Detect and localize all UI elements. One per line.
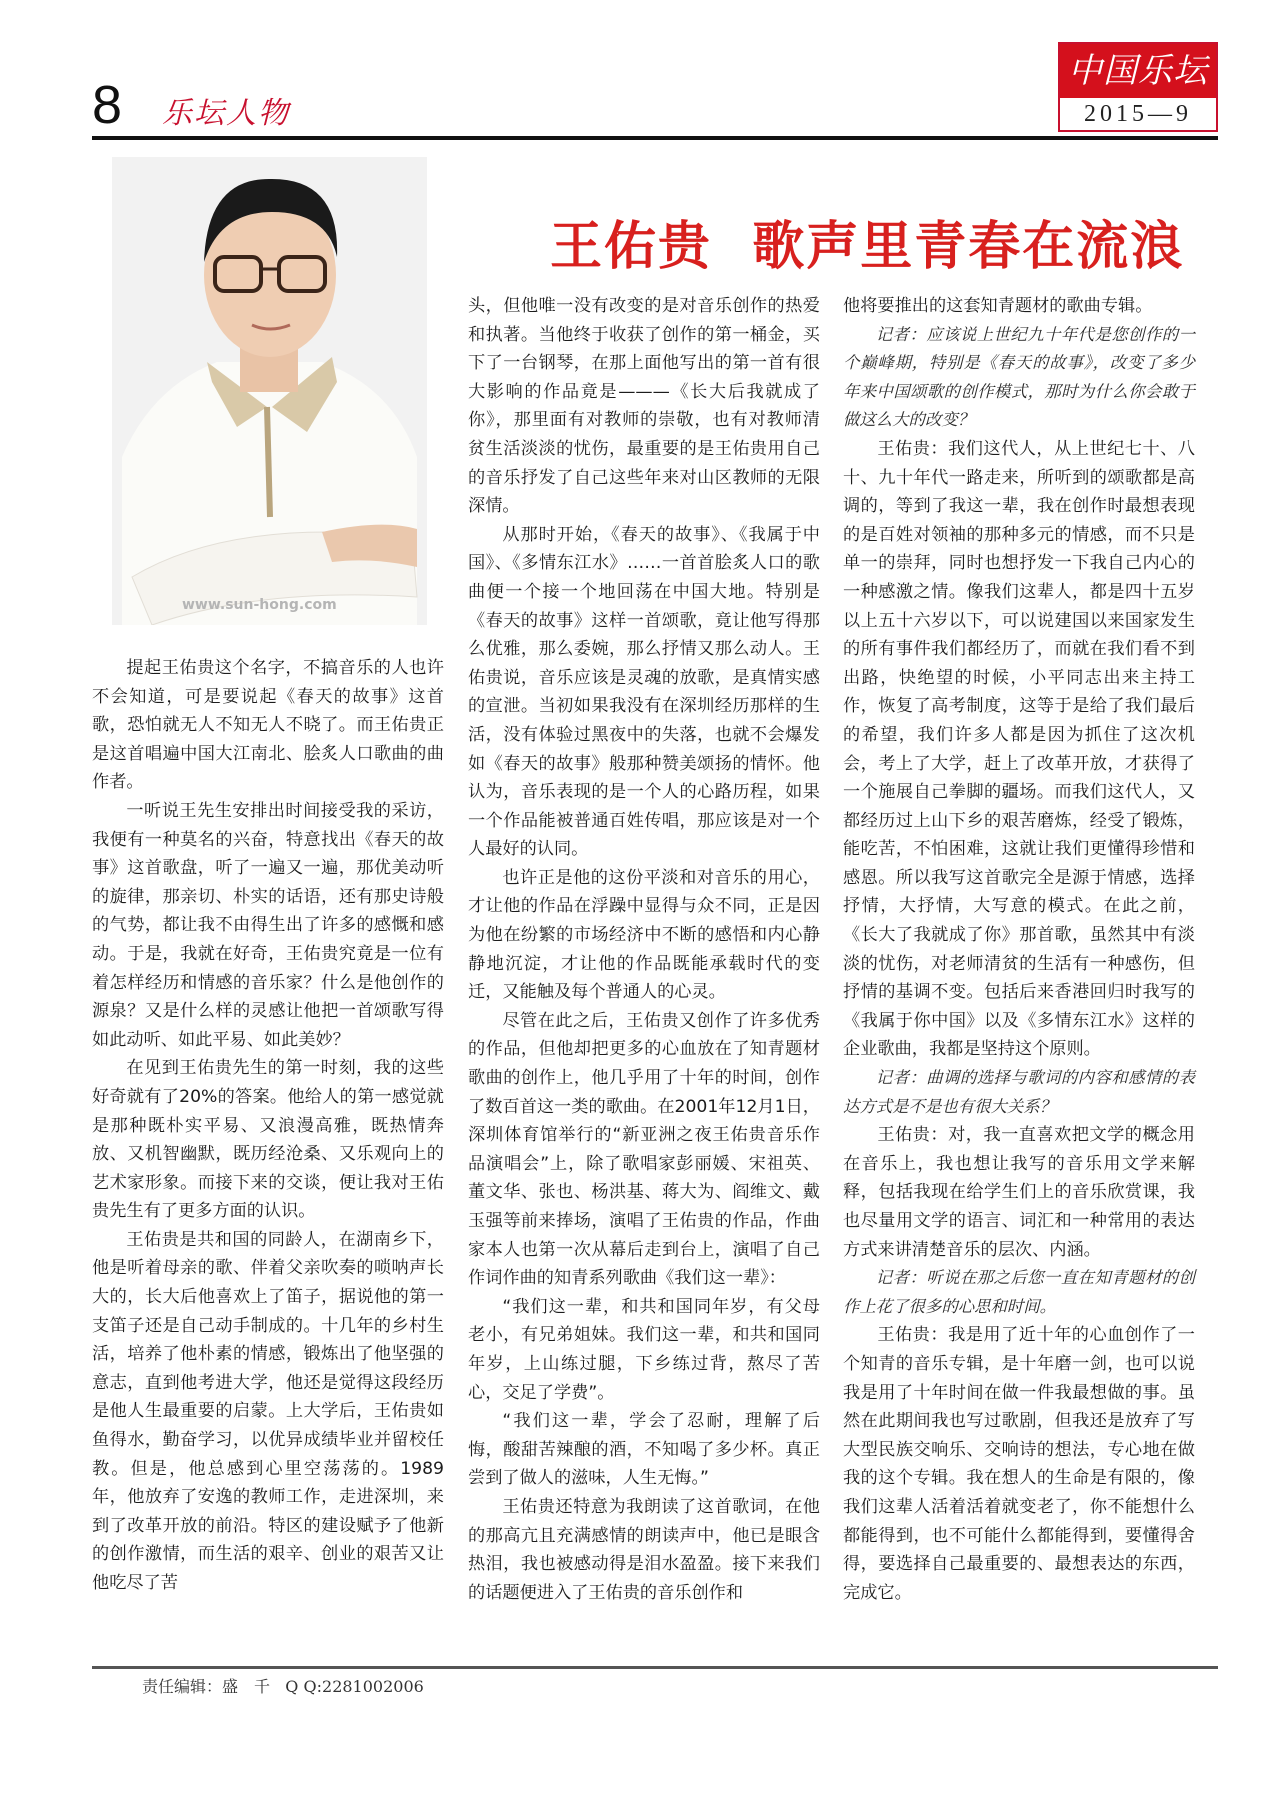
article-column-3 bbox=[843, 292, 1195, 1607]
photo-watermark: www.sun-hong.com bbox=[182, 597, 337, 613]
paragraph: 提起王佑贵这个名字，不搞音乐的人也许不会知道，可是要说起《春天的故事》这首歌，恐怕就无人不知无人不晓了。而王佑贵正是这首唱遍中国大江南北、脍炙人口歌曲的曲作者。 bbox=[92, 658, 444, 793]
paragraph-continued: 头，但他唯一没有改变的是对音乐创作的热爱和执著。当他终于收获了创作的第一桶金，买下了一台钢琴，在那上面他写出的第一首有很大影响的作品竟是———《长大后我就成了你》，那里面有对教师的崇敬，也有对教师清贫生活淡淡的忧伤，最重要的是王佑贵用自己的音乐抒发了自己这些年来对山区教师的无限深情。 bbox=[468, 296, 820, 517]
lyric-quote: “我们这一辈，和共和国同年岁，有父母老小，有兄弟姐妹。我们这一辈，和共和国同年岁，上山练过腿，下乡练过背，熬尽了苦心，交足了学费”。 bbox=[468, 1296, 820, 1403]
paragraph: 尽管在此之后，王佑贵又创作了许多优秀的作品，但他却把更多的心血放在了知青题材歌曲的创作上，他几乎用了十年的时间，创作了数百首这一类的歌曲。在2001年12月1日，深圳体育馆举行的“新亚洲之夜王佑贵音乐作品演唱会”上，除了歌唱家彭丽媛、宋祖英、董文华、张也、杨洪基、蒋大为、阎维文、戴玉强等前来捧场，演唱了王佑贵的作品，作曲家本人也第一次从幕后走到台上，演唱了自己作词作曲的知青系列歌曲《我们这一辈》： bbox=[468, 1010, 820, 1289]
interviewer-question: 记者：曲调的选择与歌词的内容和感情的表达方式是不是也有很大关系？ bbox=[843, 1068, 1195, 1116]
lyric-quote: “我们这一辈，学会了忍耐，理解了后悔，酸甜苦辣酿的酒，不知喝了多少杯。真正尝到了做人的滋味，人生无悔。” bbox=[468, 1411, 820, 1489]
editor-name: 盛 千 bbox=[222, 1677, 271, 1696]
interviewer-question: 记者：听说在那之后您一直在知青题材的创作上花了很多的心思和时间。 bbox=[843, 1268, 1195, 1316]
portrait-photo bbox=[112, 157, 427, 625]
page-number: 8 bbox=[92, 75, 123, 135]
paragraph: 在见到王佑贵先生的第一时刻，我的这些好奇就有了20%的答案。他给人的第一感觉就是那种既朴实平易、又浪漫高雅，既热情奔放、又机智幽默，既历经沧桑、又乐观向上的艺术家形象。而接下来的交谈，便让我对王佑贵先生有了更多方面的认识。 bbox=[92, 1058, 444, 1222]
article-title: 王佑贵 歌声里青春在流浪 bbox=[550, 216, 1185, 277]
interviewer-question: 记者：应该说上世纪九十年代是您创作的一个巅峰期，特别是《春天的故事》，改变了多少年来中国颂歌的创作模式，那时为什么你会敢于做这么大的改变？ bbox=[843, 324, 1195, 430]
paragraph: 也许正是他的这份平淡和对音乐的用心，才让他的作品在浮躁中显得与众不同，正是因为他在纷繁的市场经济中不断的感悟和内心静静地沉淀，才让他的作品既能承载时代的变迁，又能触及每个普通人的心灵。 bbox=[468, 867, 820, 1003]
masthead-logo bbox=[1058, 42, 1218, 132]
paragraph-continued: 他将要推出的这套知青题材的歌曲专辑。 bbox=[843, 296, 1153, 316]
paragraph: 王佑贵还特意为我朗读了这首歌词，在他的那高亢且充满感情的朗读声中，他已是眼含热泪，我也被感动得是泪水盈盈。接下来我们的话题便进入了王佑贵的音乐创作和 bbox=[468, 1496, 820, 1603]
interviewee-answer: 王佑贵：我是用了近十年的心血创作了一个知青的音乐专辑，是十年磨一剑，也可以说我是用了十年时间在做一件我最想做的事。虽然在此期间我也写过歌剧，但我还是放弃了写大型民族交响乐、交响诗的想法，专心地在做我的这个专辑。我在想人的生命是有限的，像我们这辈人活着活着就变老了，你不能想什么都能得到，也不可能什么都能得到，要懂得舍得，要选择自己最重要的、最想表达的东西，完成它。 bbox=[843, 1325, 1195, 1603]
editor-label: 责任编辑： bbox=[142, 1677, 223, 1696]
interviewee-answer: 王佑贵：对，我一直喜欢把文学的概念用在音乐上，我也想让我写的音乐用文学来解释，包括我现在给学生们上的音乐欣赏课，我也尽量用文学的语言、词汇和一种常用的表达方式来讲清楚音乐的层次、内涵。 bbox=[843, 1125, 1195, 1260]
paragraph: 一听说王先生安排出时间接受我的采访，我便有一种莫名的兴奋，特意找出《春天的故事》这首歌盘，听了一遍又一遍，那优美动听的旋律，那亲切、朴实的话语，还有那史诗般的气势，都让我不由得生出了许多的感慨和感动。于是，我就在好奇，王佑贵究竟是一位有着怎样经历和情感的音乐家？什么是他创作的源泉？又是什么样的灵感让他把一首颂歌写得如此动听、如此平易、如此美妙？ bbox=[92, 800, 444, 1050]
masthead-title: 中国乐坛 bbox=[1060, 44, 1216, 98]
footer-divider bbox=[92, 1666, 1218, 1669]
qq-number: 2281002006 bbox=[322, 1677, 424, 1696]
portrait-illustration bbox=[112, 157, 427, 625]
editor-credit bbox=[142, 1674, 424, 1697]
section-label: 乐坛人物 bbox=[162, 96, 290, 131]
article-column-2 bbox=[468, 292, 820, 1607]
header-divider bbox=[92, 136, 1218, 140]
paragraph: 从那时开始，《春天的故事》、《我属于中国》、《多情东江水》……一首首脍炙人口的歌曲便一个接一个地回荡在中国大地。特别是《春天的故事》这样一首颂歌，竟让他写得那么优雅，那么委婉，那么抒情又那么动人。王佑贵说，音乐应该是灵魂的放歌，是真情实感的宣泄。当初如果我没有在深圳经历那样的生活，没有体验过黑夜中的失落，也就不会爆发如《春天的故事》般那种赞美颂扬的情怀。他认为，音乐表现的是一个人的心路历程，如果一个作品能被普通百姓传唱，那应该是对一个人最好的认同。 bbox=[468, 524, 820, 860]
article-column-1 bbox=[92, 654, 444, 1598]
interviewee-answer: 王佑贵：我们这代人，从上世纪七十、八十、九十年代一路走来，所听到的颂歌都是高调的，等到了我这一辈，我在创作时最想表现的是百姓对领袖的那种多元的情感，而不只是单一的崇拜，同时也想抒发一下我自己内心的一种感激之情。像我们这辈人，都是四十五岁以上五十六岁以下，可以说建国以来国家发生的所有事件我们都经历了，而就在我们看不到出路，快绝望的时候，小平同志出来主持工作，恢复了高考制度，这等于是给了我们最后的希望，我们许多人都是因为抓住了这次机会，考上了大学，赶上了改革开放，才获得了一个施展自己拳脚的疆场。而我们这代人，又都经历过上山下乡的艰苦磨炼，经受了锻炼，能吃苦，不怕困难，这就让我们更懂得珍惜和感恩。所以我写这首歌完全是源于情感，选择抒情，大抒情，大写意的模式。在此之前，《长大了我就成了你》那首歌，虽然其中有淡淡的忧伤，对老师清贫的生活有一种感伤，但抒情的基调不变。包括后来香港回归时我写的《我属于你中国》以及《多情东江水》这样的企业歌曲，我都是坚持这个原则。 bbox=[843, 438, 1195, 1060]
issue-number: 2015—9 bbox=[1060, 98, 1216, 130]
qq-label: Q Q: bbox=[285, 1677, 323, 1696]
paragraph: 王佑贵是共和国的同龄人，在湖南乡下，他是听着母亲的歌、伴着父亲吹奏的唢呐声长大的，长大后他喜欢上了笛子，据说他的第一支笛子还是自己动手制成的。十几年的乡村生活，培养了他朴素的情感，锻炼出了他坚强的意志，直到他考进大学，他还是觉得这段经历是他人生最重要的启蒙。上大学后，王佑贵如鱼得水，勤奋学习，以优异成绩毕业并留校任教。但是，他总感到心里空荡荡的。1989年，他放弃了安逸的教师工作，走进深圳，来到了改革开放的前沿。特区的建设赋予了他新的创作激情，而生活的艰辛、创业的艰苦又让他吃尽了苦 bbox=[92, 1229, 444, 1593]
